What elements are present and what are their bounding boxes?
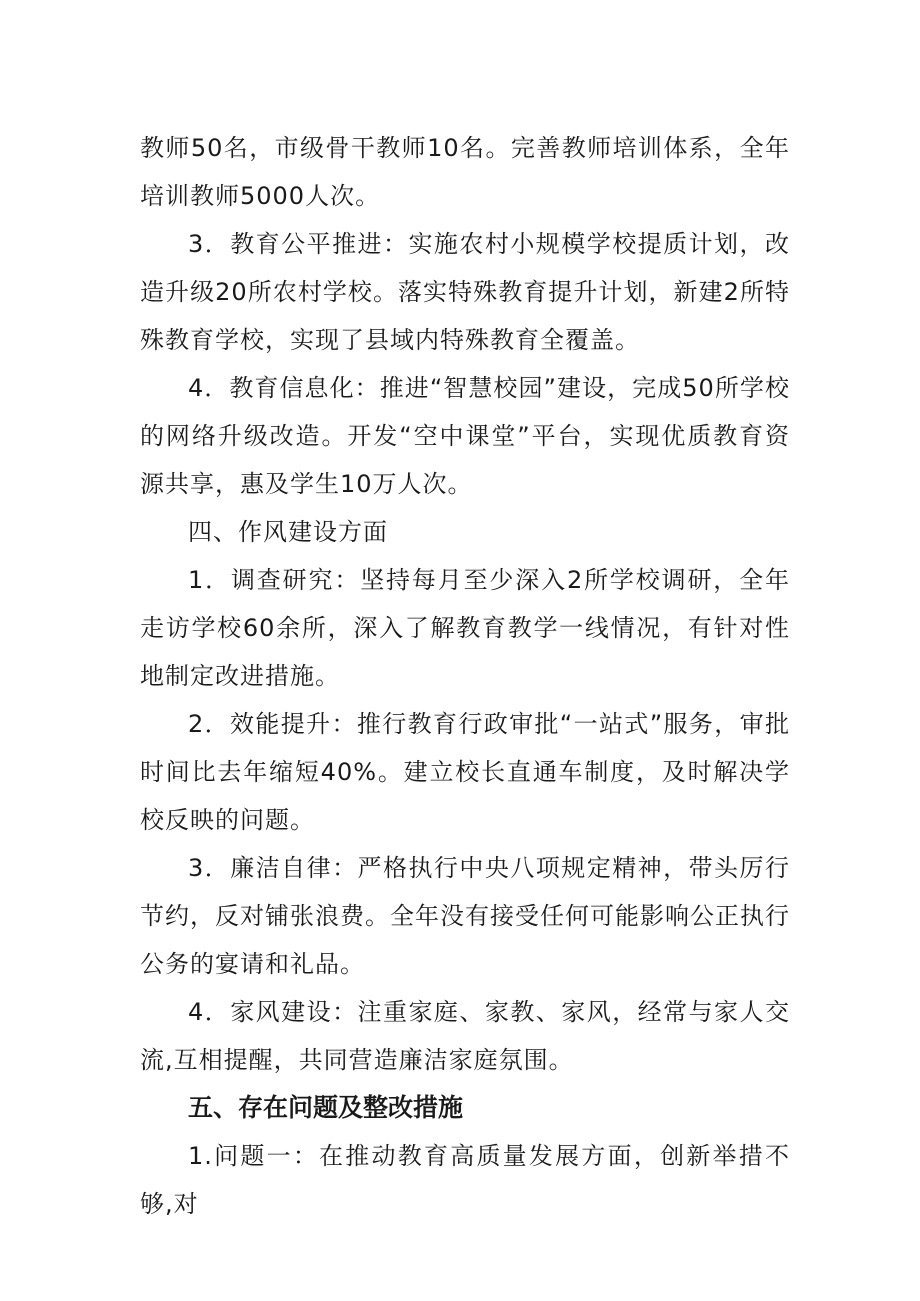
paragraph-research: 1．调查研究：坚持每月至少深入2所学校调研，全年走访学校60余所，深入了解教育教学一线情况，有针对性地制定改进措施。 — [140, 566, 790, 690]
paragraph-education-informatization: 4．教育信息化：推进“智慧校园”建设，完成50所学校的网络升级改造。开发“空中课堂”平台，实现优质教育资源共享，惠及学生10万人次。 — [140, 374, 790, 498]
section-heading-work-style: 四、作风建设方面 — [188, 518, 388, 546]
paragraph-problem-one: 1.问题一：在推动教育高质量发展方面，创新举措不够,对 — [140, 1142, 790, 1218]
document-body — [140, 124, 790, 1228]
paragraph-efficiency: 2．效能提升：推行教育行政审批“一站式”服务，审批时间比去年缩短40%。建立校长直通车制度，及时解决学校反映的问题。 — [140, 710, 790, 834]
paragraph-family-style: 4．家风建设：注重家庭、家教、家风，经常与家人交流,互相提醒，共同营造廉洁家庭氛围。 — [140, 998, 790, 1074]
paragraph-teacher-training: 教师50名，市级骨干教师10名。完善教师培训体系，全年培训教师5000人次。 — [140, 134, 790, 210]
section-heading-problems: 五、存在问题及整改措施 — [188, 1093, 464, 1122]
paragraph-integrity: 3．廉洁自律：严格执行中央八项规定精神，带头厉行节约，反对铺张浪费。全年没有接受任何可能影响公正执行公务的宴请和礼品。 — [140, 854, 790, 978]
paragraph-education-equity: 3．教育公平推进：实施农村小规模学校提质计划，改造升级20所农村学校。落实特殊教育提升计划，新建2所特殊教育学校，实现了县域内特殊教育全覆盖。 — [140, 230, 790, 354]
